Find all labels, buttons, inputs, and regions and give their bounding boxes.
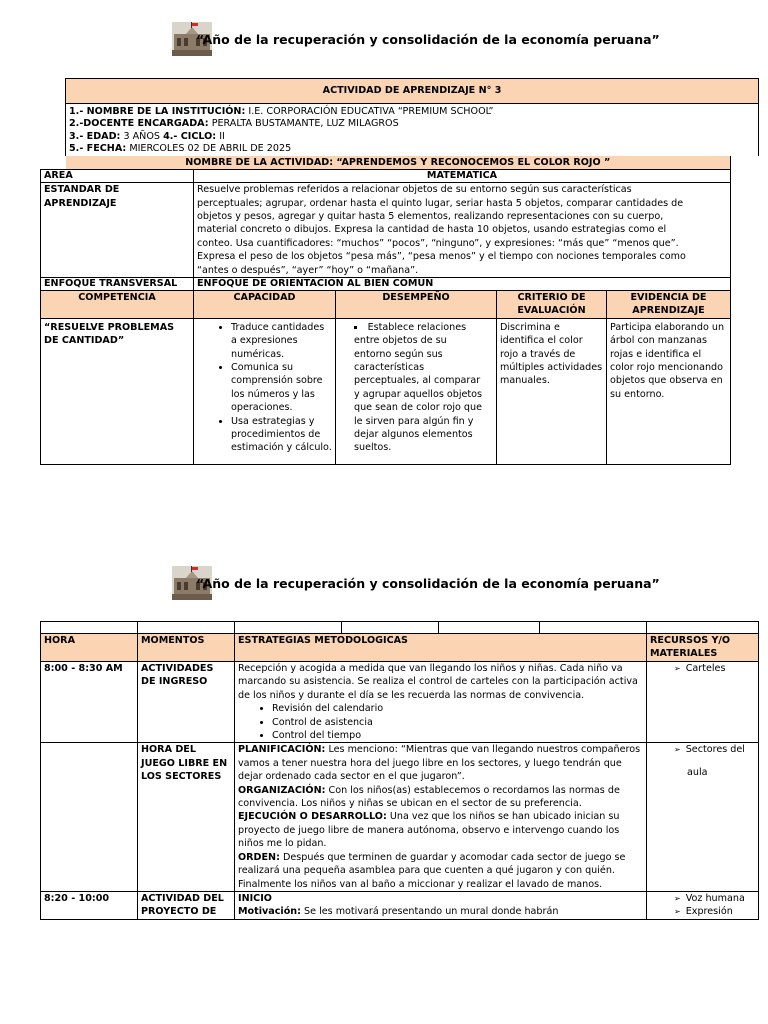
- hora-cell-1: 8:00 - 8:30 AM: [41, 662, 138, 743]
- recursos-cell-3: ➢ Voz humana ➢ Expresión: [647, 891, 759, 919]
- desempeno-cell: ▪ Establece relaciones entre objetos de su entorno según sus características perceptuales, al comparar y agrupar aquellos objetos que sean de color rojo que le sirven para algún fin y dejar algunos elementos sueltos.: [336, 318, 497, 464]
- evidencia-cell: Participa elaborando un árbol con manzanas rojas e identifica el color rojo mencionando objetos que observa en su entorno.: [607, 318, 731, 464]
- estrategias-cell-2: PLANIFICACIÓN: Les menciono: “Mientras que van llegando nuestros compañeros vamos a tener nuestra hora del juego libre en los sectores, y luego tendrán que dejar ordenado cada sector en el que jugaron”. ORGANIZACIÓN: Con los niños(as) establecemos o recordamos las normas de convivencia. Los niños y niñas se ubican en el sector de su preferencia. EJECUCIÓN O DESARROLLO: Una vez que los niños se han ubicado inician su proyecto de juego libre de manera autónoma, observo e intervengo cuando los niños me lo pidan. ORDEN: Después que terminen de guardar y acomodar cada sector de juego se realizará una pequeña asamblea para que cuenten a qué jugaron y con quién. Finalmente los niños van al baño a miccionar y realizar el lavado de manos.: [235, 743, 647, 891]
- momento-cell-2: HORA DEL JUEGO LIBRE EN LOS SECTORES: [138, 743, 235, 891]
- recursos-header: RECURSOS Y/O MATERIALES: [647, 634, 759, 662]
- recursos-cell-2: ➢ Sectores del aula: [647, 743, 759, 891]
- criterio-header: CRITERIO DE EVALUACIÓN: [497, 290, 607, 318]
- momento-cell-1: ACTIVIDADES DE INGRESO: [138, 662, 235, 743]
- hora-cell-3: 8:20 - 10:00: [41, 891, 138, 919]
- estrategias-cell-3: INICIO Motivación: Se les motivará presentando un mural donde habrán: [235, 891, 647, 919]
- year-title: “Año de la recuperación y consolidación de la economía peruana”: [196, 575, 660, 591]
- area-label: AREA: [41, 170, 194, 183]
- enfoque-label: ENFOQUE TRANSVERSAL: [41, 277, 194, 290]
- desempeno-header: DESEMPEÑO: [336, 290, 497, 318]
- activity-header: ACTIVIDAD DE APRENDIZAJE N° 3: [66, 79, 759, 104]
- recursos-cell-1: ➢ Carteles: [647, 662, 759, 743]
- competencia-cell: “RESUELVE PROBLEMAS DE CANTIDAD”: [41, 318, 194, 464]
- evidencia-header: EVIDENCIA DE APRENDIZAJE: [607, 290, 731, 318]
- schedule-table: [40, 621, 759, 920]
- estrategias-header: ESTRATEGIAS METODOLOGICAS: [235, 634, 647, 662]
- momento-cell-3: ACTIVIDAD DEL PROYECTO DE: [138, 891, 235, 919]
- hora-header: HORA: [41, 634, 138, 662]
- estandar-text: Resuelve problemas referidos a relacionar objetos de su entorno según sus características perceptuales; agrupar, ordenar hasta el quinto lugar, seriar hasta 5 objetos, comparar cantidades de objetos y pesos, agregar y quitar hasta 5 elementos, realizando representaciones con su cuerpo, material concreto o dibujos. Expresa la cantidad de hasta 10 objetos, usando estrategias como el conteo. Usa cuantificadores: “muchos” “pocos”, “ninguno”, y expresiones: “más que” “menos que”. Expresa el peso de los objetos “pesa más”, “pesa menos” y el tiempo con nociones temporales como “antes o después”, “ayer” “hoy” o “mañana”.: [194, 183, 731, 278]
- area-value: MATEMATICA: [194, 170, 731, 183]
- momentos-header: MOMENTOS: [138, 634, 235, 662]
- activity-name: NOMBRE DE LA ACTIVIDAD: “APRENDEMOS Y RECONOCEMOS EL COLOR ROJO ”: [66, 156, 731, 170]
- capacidad-header: CAPACIDAD: [194, 290, 336, 318]
- criterio-cell: Discrimina e identifica el color rojo a través de múltiples actividades manuales.: [497, 318, 607, 464]
- estandar-label: ESTANDAR DE APRENDIZAJE: [41, 183, 194, 278]
- competencia-header: COMPETENCIA: [41, 290, 194, 318]
- header-1: [172, 22, 660, 56]
- year-title: “Año de la recuperación y consolidación de la economía peruana”: [196, 31, 660, 47]
- estrategias-cell-1: Recepción y acogida a medida que van llegando los niños y niñas. Cada niño va marcando su asistencia. Se realiza el control de carteles con la participación activa de los niños y durante el día se les recuerda las normas de convivencia. • Revisión del calendario • Control de asistencia • Control del tiempo: [235, 662, 647, 743]
- activity-table: [40, 78, 759, 465]
- enfoque-value: ENFOQUE DE ORIENTACION AL BIEN COMUN: [194, 277, 731, 290]
- capacidad-cell: • Traduce cantidades a expresiones numéricas. • Comunica su comprensión sobre los números y las operaciones. • Usa estrategias y procedimientos de estimación y cálculo.: [194, 318, 336, 464]
- info-block: 1.- NOMBRE DE LA INSTITUCIÓN: I.E. CORPORACIÓN EDUCATIVA “PREMIUM SCHOOL” 2.-DOCENTE ENCARGADA: PERALTA BUSTAMANTE, LUZ MILAGROS 3.- EDAD: 3 AÑOS 4.- CICLO: II 5.- FECHA: MIERCOLES 02 DE ABRIL DE 2025: [66, 104, 759, 156]
- header-2: [172, 566, 660, 600]
